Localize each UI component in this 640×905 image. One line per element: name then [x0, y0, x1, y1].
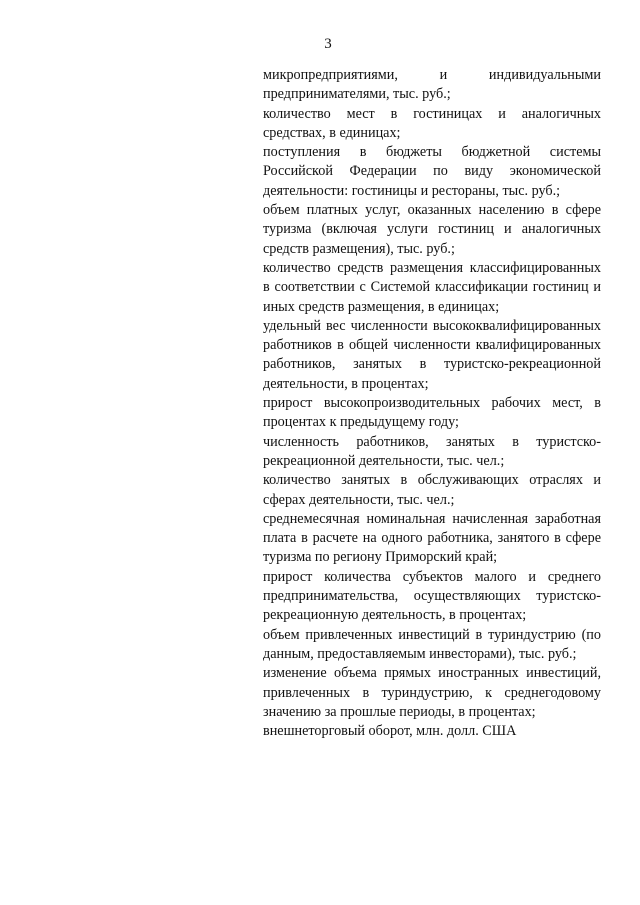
indicator-item: количество средств размещения классифицированных в соответствии с Системой классификации гостиниц и иных средств размещения, в единицах;	[263, 259, 601, 315]
indicator-item: количество занятых в обслуживающих отраслях и сферах деятельности, тыс. чел.;	[263, 472, 601, 508]
indicator-item: численность работников, занятых в туристско-рекреационной деятельности, тыс. чел.;	[263, 433, 601, 469]
indicator-item: объем платных услуг, оказанных населению в сфере туризма (включая услуги гостиниц и аналогичных средств размещения), тыс. руб.;	[263, 202, 601, 257]
indicator-list	[263, 66, 601, 741]
indicator-item: удельный вес численности высококвалифицированных работников в общей численности квалифицированных работников, занятых в туристско-рекреационной деятельности, в процентах;	[263, 317, 601, 392]
indicator-item: микропредприятиями, и индивидуальными предпринимателями, тыс. руб.;	[263, 67, 601, 103]
indicator-item: поступления в бюджеты бюджетной системы Российской Федерации по виду экономической деятельности: гостиницы и рестораны, тыс. руб.;	[263, 144, 601, 199]
indicator-item: прирост количества субъектов малого и среднего предпринимательства, осуществляющих туристско-рекреационную деятельность, в процентах;	[263, 568, 601, 624]
indicator-item: количество мест в гостиницах и аналогичных средствах, в единицах;	[263, 105, 601, 141]
indicator-item: объем привлеченных инвестиций в туриндустрию (по данным, предоставляемым инвесторами), тыс. руб.;	[263, 626, 601, 662]
page-number: 3	[324, 36, 332, 52]
indicator-item: изменение объема прямых иностранных инвестиций, привлеченных в туриндустрию, к среднегодовому значению за прошлые периоды, в процентах;	[263, 665, 601, 720]
indicator-item: среднемесячная номинальная начисленная заработная плата в расчете на одного работника, занятого в сфере туризма по региону Приморский край;	[263, 510, 601, 566]
indicator-item: прирост высокопроизводительных рабочих мест, в процентах к предыдущему году;	[263, 395, 601, 431]
indicator-item: внешнеторговый оборот, млн. долл. США	[263, 723, 517, 740]
